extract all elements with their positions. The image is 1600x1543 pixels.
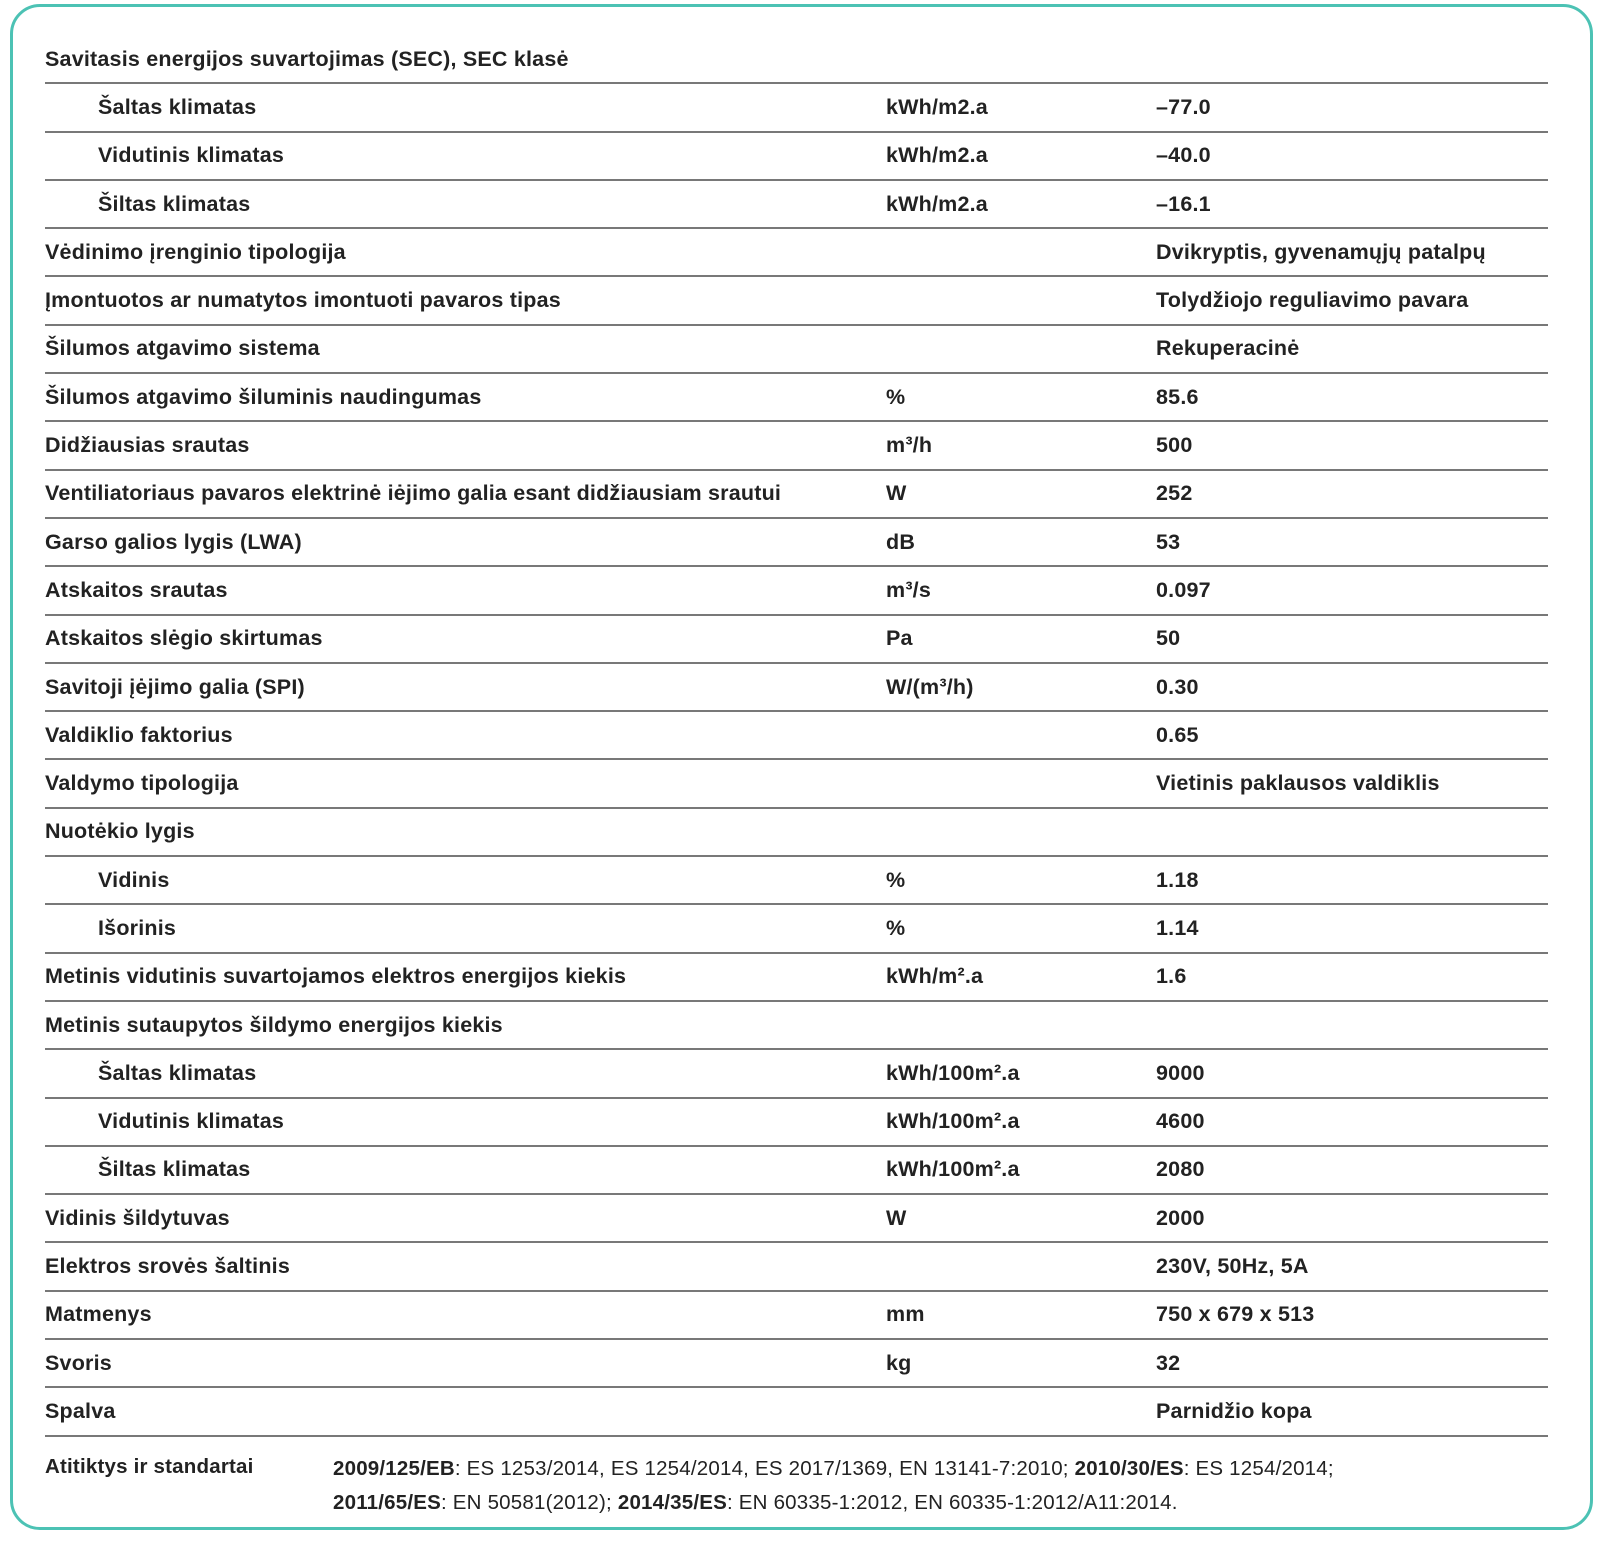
table-row (45, 181, 1548, 229)
row-unit: Pa (886, 626, 913, 651)
row-value: 252 (1156, 481, 1193, 506)
table-row (45, 664, 1548, 712)
row-label: Nuotėkio lygis (45, 819, 195, 844)
spec-table (45, 36, 1548, 1437)
table-row (45, 229, 1548, 277)
row-label: Šilumos atgavimo šiluminis naudingumas (45, 384, 482, 409)
spec-sheet-card (10, 4, 1593, 1530)
table-row (45, 277, 1548, 325)
row-label: Vėdinimo įrenginio tipologija (45, 239, 346, 264)
row-value: 9000 (1156, 1060, 1205, 1085)
row-value: 85.6 (1156, 384, 1199, 409)
row-label: Savitasis energijos suvartojimas (SEC), SEC klasė (45, 46, 569, 71)
row-label: Išorinis (98, 915, 177, 940)
row-unit: kWh/m2.a (886, 143, 988, 168)
table-row (45, 1099, 1548, 1147)
table-row (45, 1243, 1548, 1291)
row-label: Spalva (45, 1398, 116, 1423)
table-row (45, 616, 1548, 664)
row-value: 0.65 (1156, 722, 1199, 747)
compliance-row (45, 1437, 1548, 1520)
row-label: Valdymo tipologija (45, 771, 239, 796)
row-unit: % (886, 915, 906, 940)
standard-list-text: : ES 1253/2014, ES 1254/2014, ES 2017/1369, EN 13141-7:2010; (454, 1456, 1075, 1480)
row-unit: m³/h (886, 433, 933, 458)
row-value: 2000 (1156, 1205, 1205, 1230)
table-row (45, 471, 1548, 519)
standard-list-text: : EN 50581(2012); (441, 1490, 618, 1514)
row-label: Elektros srovės šaltinis (45, 1254, 291, 1279)
table-row (45, 1292, 1548, 1340)
row-value: 50 (1156, 626, 1181, 651)
row-unit: W (886, 1205, 907, 1230)
row-value: Dvikryptis, gyvenamųjų patalpų (1156, 239, 1486, 264)
row-label: Metinis sutaupytos šildymo energijos kiekis (45, 1012, 503, 1037)
row-label: Šiltas klimatas (98, 1157, 251, 1182)
row-unit: W (886, 481, 907, 506)
table-row (45, 857, 1548, 905)
row-value: Rekuperacinė (1156, 336, 1300, 361)
row-label: Didžiausias srautas (45, 433, 250, 458)
row-label: Garso galios lygis (LWA) (45, 529, 302, 554)
row-unit: kWh/100m².a (886, 1109, 1020, 1134)
row-value: 32 (1156, 1350, 1181, 1375)
table-row (45, 567, 1548, 615)
row-label: Vidinis (98, 867, 170, 892)
row-label: Šilumos atgavimo sistema (45, 336, 320, 361)
row-value: 4600 (1156, 1109, 1205, 1134)
row-label: Matmenys (45, 1302, 152, 1327)
row-unit: kWh/m2.a (886, 191, 988, 216)
row-label: Šaltas klimatas (98, 94, 257, 119)
row-label: Valdiklio faktorius (45, 722, 233, 747)
row-unit: % (886, 384, 906, 409)
row-unit: kWh/m².a (886, 964, 984, 989)
row-value: 2080 (1156, 1157, 1205, 1182)
row-value: 750 x 679 x 513 (1156, 1302, 1315, 1327)
standard-directive-ref: 2011/65/ES (333, 1490, 442, 1514)
table-row (45, 1388, 1548, 1436)
table-row (45, 422, 1548, 470)
standard-directive-ref: 2009/125/EB (333, 1456, 455, 1480)
row-label: Vidutinis klimatas (98, 1109, 285, 1134)
row-value: Parnidžio kopa (1156, 1398, 1312, 1423)
row-unit: kWh/100m².a (886, 1157, 1020, 1182)
row-value: 500 (1156, 433, 1193, 458)
table-row (45, 84, 1548, 132)
row-label: Atskaitos srautas (45, 577, 228, 602)
row-unit: mm (886, 1302, 925, 1327)
table-row (45, 133, 1548, 181)
standard-list-text: : EN 60335-1:2012, EN 60335-1:2012/A11:2014. (727, 1490, 1178, 1514)
table-row (45, 326, 1548, 374)
row-value: 1.18 (1156, 867, 1199, 892)
row-unit: kWh/m2.a (886, 94, 988, 119)
row-unit: % (886, 867, 906, 892)
table-row (45, 1147, 1548, 1195)
row-label: Įmontuotos ar numatytos imontuoti pavaros tipas (45, 288, 561, 313)
row-unit: kWh/100m².a (886, 1060, 1020, 1085)
row-unit: W/(m³/h) (886, 674, 974, 699)
table-row (45, 712, 1548, 760)
row-label: Vidinis šildytuvas (45, 1205, 230, 1230)
row-label: Šaltas klimatas (98, 1060, 257, 1085)
row-value: Tolydžiojo reguliavimo pavara (1156, 288, 1469, 313)
row-value: Vietinis paklausos valdiklis (1156, 771, 1440, 796)
table-row (45, 519, 1548, 567)
table-row (45, 954, 1548, 1002)
table-row (45, 809, 1548, 857)
row-label: Metinis vidutinis suvartojamos elektros energijos kiekis (45, 964, 627, 989)
table-row (45, 374, 1548, 422)
table-row (45, 760, 1548, 808)
row-value: 1.6 (1156, 964, 1187, 989)
row-value: 230V, 50Hz, 5A (1156, 1254, 1309, 1279)
table-row (45, 905, 1548, 953)
table-row (45, 1050, 1548, 1098)
compliance-standards-text (333, 1452, 1548, 1520)
table-row (45, 1195, 1548, 1243)
row-value: 53 (1156, 529, 1181, 554)
standard-directive-ref: 2014/35/ES (617, 1490, 727, 1514)
row-unit: kg (886, 1350, 912, 1375)
row-label: Savitoji įėjimo galia (SPI) (45, 674, 305, 699)
row-label: Vidutinis klimatas (98, 143, 285, 168)
row-value: 0.097 (1156, 577, 1211, 602)
standard-directive-ref: 2010/30/ES (1074, 1456, 1184, 1480)
row-value: –77.0 (1156, 94, 1211, 119)
table-row (45, 1002, 1548, 1050)
row-value: 0.30 (1156, 674, 1199, 699)
standard-list-text: : ES 1254/2014; (1183, 1456, 1334, 1480)
row-value: –40.0 (1156, 143, 1211, 168)
table-row (45, 1340, 1548, 1388)
row-unit: m³/s (886, 577, 932, 602)
row-label: Svoris (45, 1350, 112, 1375)
table-row (45, 36, 1548, 84)
row-label: Šiltas klimatas (98, 191, 251, 216)
row-value: –16.1 (1156, 191, 1211, 216)
row-label: Atskaitos slėgio skirtumas (45, 626, 323, 651)
row-label: Ventiliatoriaus pavaros elektrinė iėjimo galia esant didžiausiam srautui (45, 481, 782, 506)
row-unit: dB (886, 529, 916, 554)
compliance-label: Atitiktys ir standartai (45, 1454, 254, 1478)
row-value: 1.14 (1156, 915, 1199, 940)
